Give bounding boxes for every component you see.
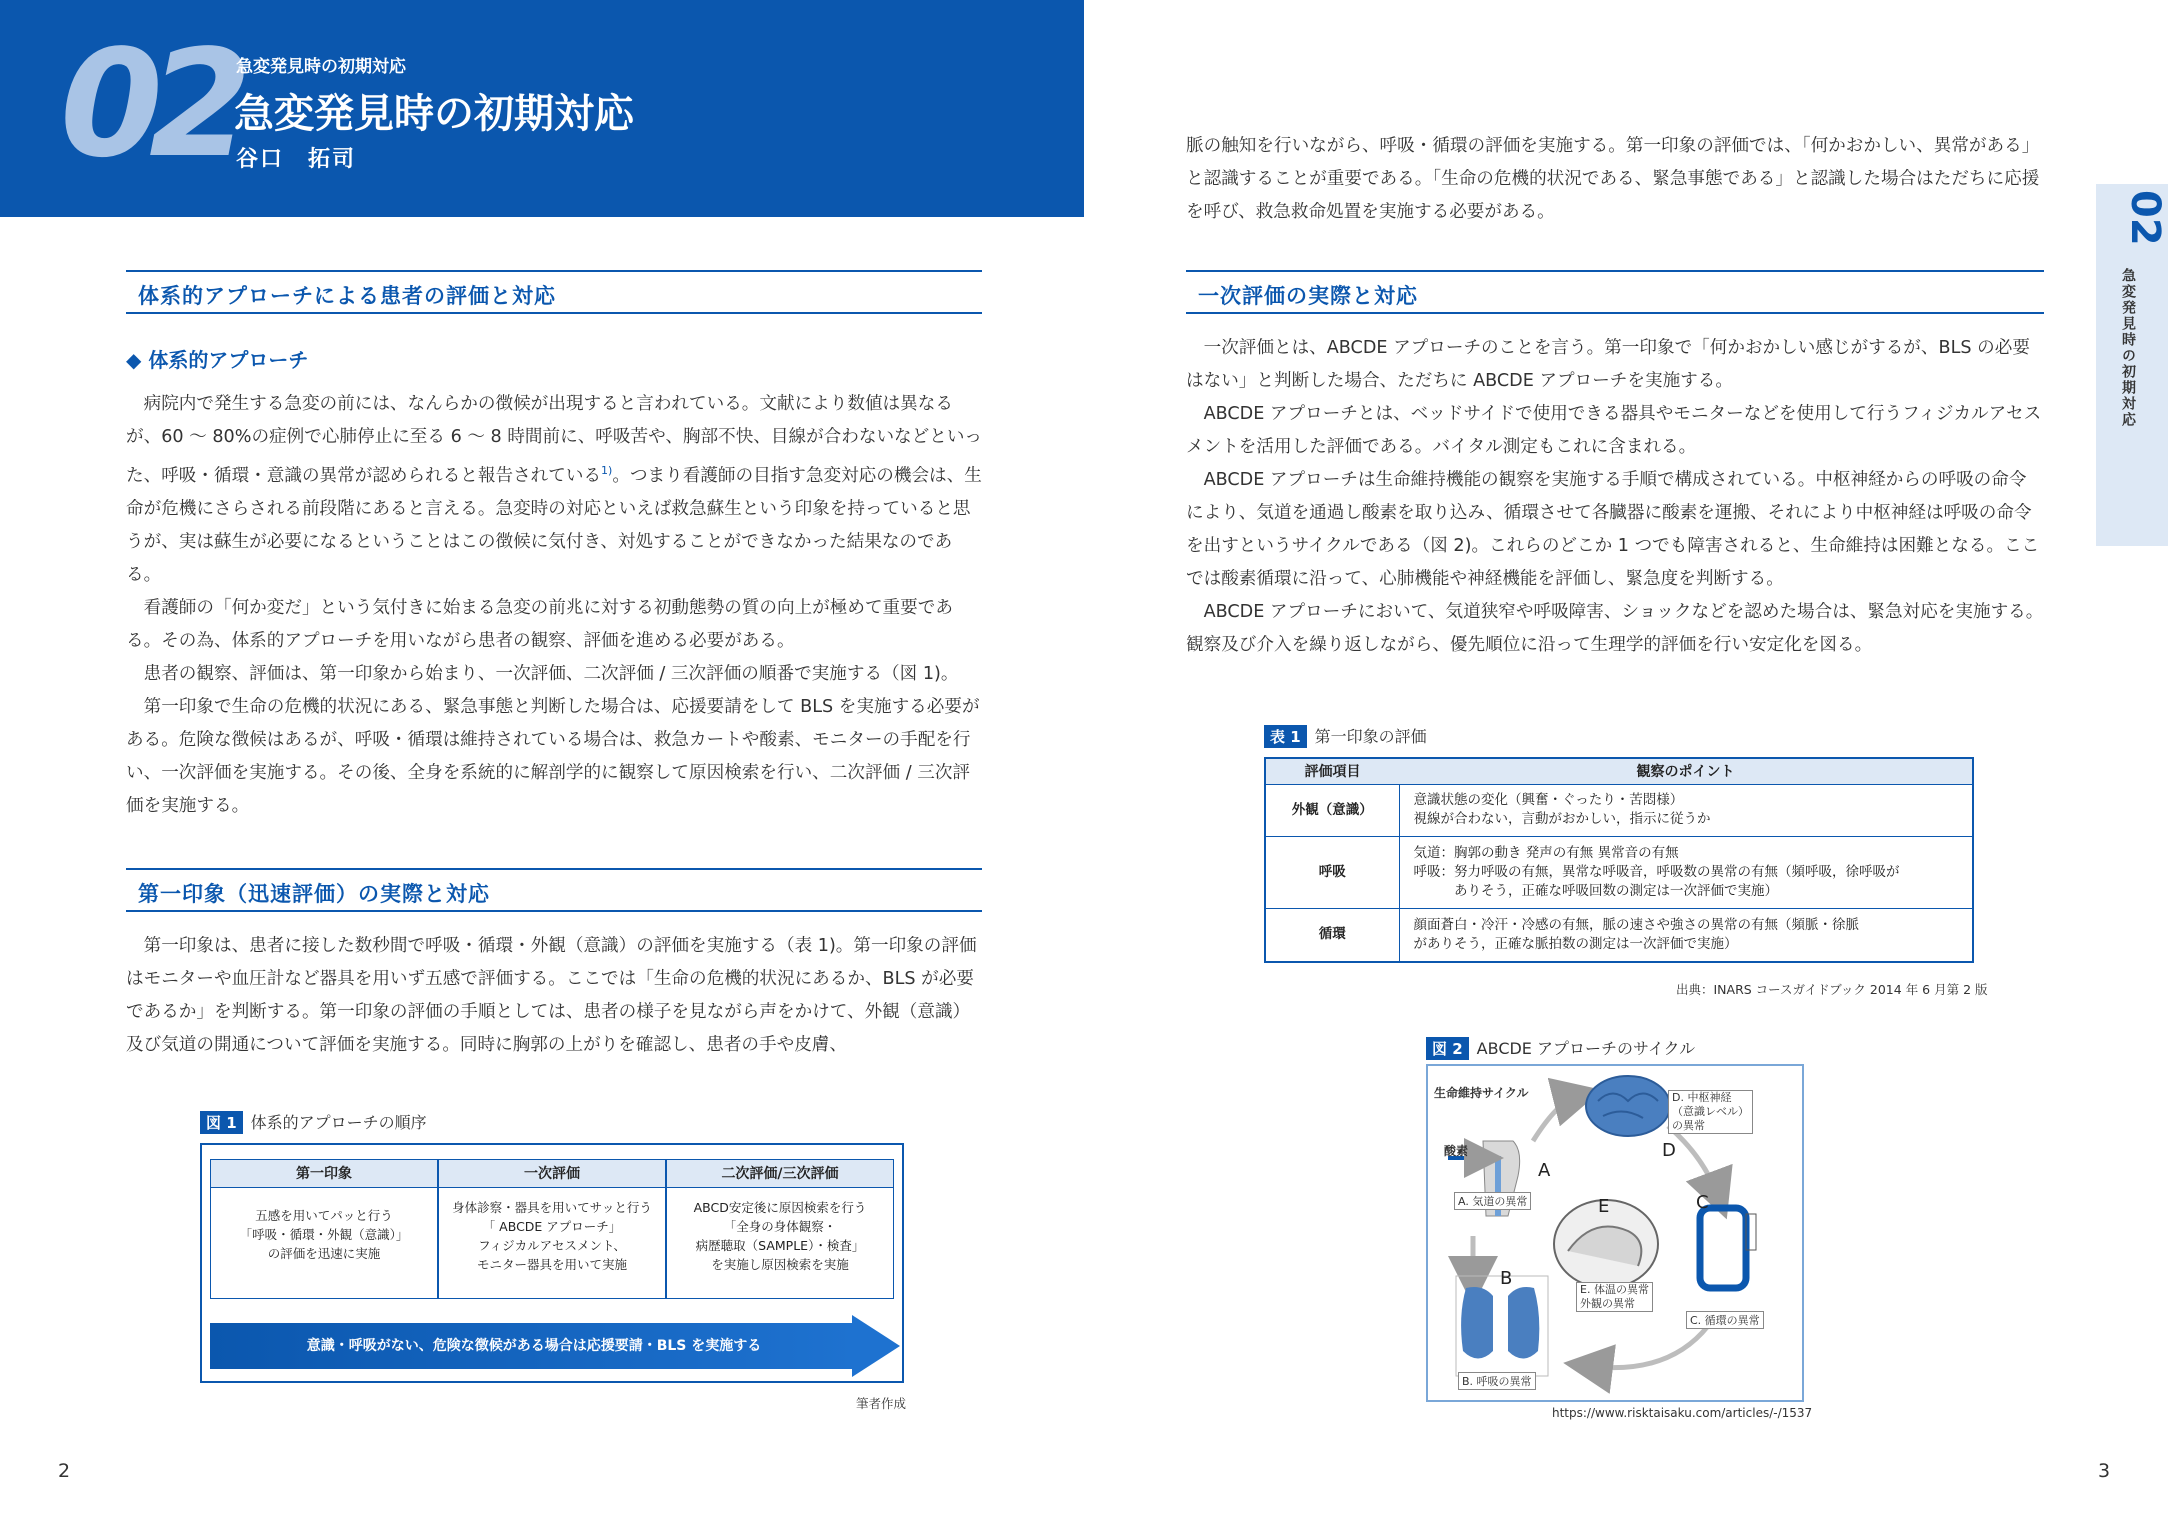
label-disability: D. 中枢神経 （意識レベル） の異常 bbox=[1668, 1090, 1753, 1134]
fig1-arrow-head bbox=[852, 1315, 900, 1377]
figure1 bbox=[200, 1143, 904, 1383]
table-header-cell: 観察のポイント bbox=[1399, 758, 1973, 784]
brain-icon bbox=[1586, 1076, 1670, 1136]
sec3-paragraph-1: 一次評価とは、ABCDE アプローチのことを言う。第一印象で「何かおかしい感じがするが、BLS の必要はない」と判断した場合、ただちに ABCDE アプローチを実施する。 bbox=[1186, 338, 2030, 391]
fig1-column-body: 五感を用いてパッと行う 「呼吸・循環・外観（意識）」 の評価を迅速に実施 bbox=[239, 1208, 409, 1261]
table-header-row bbox=[1265, 758, 1973, 784]
table-row-value: 意識状態の変化（興奮・ぐったり・苦悶様） 視線が合わない，言動がおかしい，指示に従うか bbox=[1399, 784, 1973, 836]
letter-d: D bbox=[1662, 1140, 1676, 1161]
fig1-column-first-impression bbox=[210, 1159, 438, 1299]
fig1-column-body: ABCD安定後に原因検索を行う 「全身の身体観察・ 病歴聴取（SAMPLE）・検査」 を実施し原因検索を実施 bbox=[693, 1200, 867, 1272]
sec1-paragraph-2: 看護師の「何か変だ」という気付きに始まる急変の前兆に対する初動態勢の質の向上が極めて重要である。その為、体系的アプローチを用いながら患者の観察、評価を進める必要がある。 bbox=[126, 597, 953, 651]
sec3-paragraph-4: ABCDE アプローチにおいて、気道狭窄や呼吸障害、ショックなどを認めた場合は、緊急対応を実施する。観察及び介入を繰り返しながら、優先順位に沿って生理学的評価を行い安定化を図る。 bbox=[1186, 602, 2044, 655]
section2-body bbox=[126, 930, 986, 1062]
circulation-icon bbox=[1700, 1208, 1746, 1288]
sec3-paragraph-3: ABCDE アプローチは生命維持機能の観察を実施する手順で構成されている。中枢神経からの呼吸の命令により、気道を通過し酸素を取り込み、循環させて各臓器に酸素を運搬、それにより中枢神経は呼吸の命令を出すというサイクルである（図 2)。これらのどこか 1 つでも障害されると、生命維持は困難となる。ここでは酸素循環に沿って、心肺機能や神経機能を評価し、緊急度を判断する。 bbox=[1186, 470, 2040, 589]
sec1-paragraph-3: 患者の観察、評価は、第一印象から始まり、一次評価、二次評価 / 三次評価の順番で実施する（図 1)。 bbox=[143, 663, 959, 684]
sec3-paragraph-2: ABCDE アプローチとは、ベッドサイドで使用できる器具やモニターなどを使用して行うフィジカルアセスメントを活用した評価である。バイタル測定もこれに含まれる。 bbox=[1186, 404, 2042, 457]
table1-source: 出典：INARS コースガイドブック 2014 年 6 月第 2 版 bbox=[1676, 982, 1988, 997]
label-circulation: C. 循環の異常 bbox=[1686, 1311, 1764, 1329]
right-intro-paragraph: 脈の触知を行いながら、呼吸・循環の評価を実施する。第一印象の評価では、「何かおかしい、異常がある」と認識することが重要である。「生命の危機的状況である、緊急事態である」と認識した場合はただちに応援を呼び、救急救命処置を実施する必要がある。 bbox=[1186, 136, 2040, 222]
table1 bbox=[1264, 757, 1974, 963]
fig1-column-body: 身体診察・器具を用いてサッと行う 「 ABCDE アプローチ」 フィジカルアセスメント、 モニター器具を用いて実施 bbox=[452, 1200, 652, 1272]
table-row bbox=[1265, 784, 1973, 836]
section-heading-primary-assessment: 一次評価の実際と対応 bbox=[1186, 270, 2044, 314]
fig1-column-head: 第一印象 bbox=[211, 1160, 437, 1188]
figure1-title: 体系的アプローチの順序 bbox=[250, 1113, 427, 1132]
figure2-title: ABCDE アプローチのサイクル bbox=[1476, 1039, 1696, 1058]
letter-c: C bbox=[1696, 1192, 1709, 1213]
figure1-label: 図 1 bbox=[200, 1111, 243, 1134]
letter-a: A bbox=[1538, 1160, 1551, 1181]
reference-1[interactable]: 1) bbox=[601, 464, 613, 477]
side-tab-number: 02 bbox=[2122, 190, 2168, 246]
figure1-source: 筆者作成 bbox=[856, 1396, 907, 1411]
table1-label: 表 1 bbox=[1264, 725, 1307, 748]
cycle-title: 生命維持サイクル bbox=[1434, 1086, 1529, 1100]
page-number-right: 3 bbox=[2098, 1460, 2111, 1482]
fig1-column-secondary bbox=[666, 1159, 894, 1299]
section-heading-first-impression: 第一印象（迅速評価）の実際と対応 bbox=[126, 868, 982, 912]
right-intro bbox=[1186, 130, 2044, 229]
chapter-title: 急変発見時の初期対応 bbox=[234, 91, 634, 137]
chapter-author: 谷口 拓司 bbox=[236, 147, 357, 172]
table1-caption bbox=[1264, 724, 1427, 748]
cycle-arrow-a-to-d bbox=[1533, 1096, 1578, 1141]
sec1-paragraph-4: 第一印象で生命の危機的状況にある、緊急事態と判断した場合は、応援要請をして BLS を実施する必要がある。危険な徴候はあるが、呼吸・循環は維持されている場合は、救急カートや酸素、モニターの手配を行い、一次評価を実施する。その後、全身を系統的に解剖学的に観察して原因検索を行い、二次評価 / 三次評価を実施する。 bbox=[126, 696, 980, 816]
page-number-left: 2 bbox=[58, 1460, 71, 1482]
subheading-systematic: ◆ 体系的アプローチ bbox=[126, 348, 309, 372]
section3-body bbox=[1186, 332, 2044, 662]
table-row-value: 気道：胸郭の動き 発声の有無 異常音の有無 呼吸：努力呼吸の有無，異常な呼吸音，呼吸数の異常の有無（頻呼吸，徐呼吸が ありそう，正確な呼吸回数の測定は一次評価で実施） bbox=[1399, 836, 1973, 908]
figure2-label: 図 2 bbox=[1426, 1037, 1469, 1060]
fig1-arrow: 意識・呼吸がない、危険な徴候がある場合は応援要請・BLS を実施する bbox=[210, 1323, 858, 1369]
cycle-arrow-d-to-c bbox=[1668, 1126, 1718, 1196]
table-row bbox=[1265, 836, 1973, 908]
table-row-key: 循環 bbox=[1265, 908, 1399, 962]
chapter-subtitle: 急変発見時の初期対応 bbox=[236, 57, 406, 77]
fig1-column-primary bbox=[438, 1159, 666, 1299]
figure2-caption bbox=[1426, 1036, 1695, 1060]
letter-e: E bbox=[1598, 1196, 1610, 1217]
table-row-key: 外観（意識） bbox=[1265, 784, 1399, 836]
fig1-column-head: 二次評価/三次評価 bbox=[667, 1160, 893, 1188]
label-airway: A. 気道の異常 bbox=[1454, 1192, 1531, 1210]
chapter-number: 02 bbox=[60, 18, 238, 190]
figure2 bbox=[1426, 1064, 1804, 1402]
oxygen-label: 酸素 bbox=[1444, 1144, 1469, 1158]
sec2-paragraph-1: 第一印象は、患者に接した数秒間で呼吸・循環・外観（意識）の評価を実施する（表 1)。第一印象の評価はモニターや血圧計など器具を用いず五感で評価する。ここでは「生命の危機的状況にあるか、BLS が必要であるか」を判断する。第一印象の評価の手順としては、患者の様子を見ながら声をかけて、外観（意識）及び気道の開通について評価を実施する。同時に胸郭の上がりを確認し、患者の手や皮膚、 bbox=[126, 936, 977, 1055]
letter-b: B bbox=[1500, 1268, 1513, 1289]
table-header-cell: 評価項目 bbox=[1265, 758, 1399, 784]
table-row-value: 顔面蒼白・冷汗・冷感の有無，脈の速さや強さの異常の有無（頻脈・徐脈 がありそう，正確な脈拍数の測定は一次評価で実施） bbox=[1399, 908, 1973, 962]
lungs-icon bbox=[1461, 1287, 1493, 1359]
label-exposure: E. 体温の異常 外観の異常 bbox=[1576, 1282, 1653, 1312]
figure1-caption bbox=[200, 1110, 427, 1134]
table-row bbox=[1265, 908, 1973, 962]
section-heading-systematic: 体系的アプローチによる患者の評価と対応 bbox=[126, 270, 982, 314]
figure2-source: https://www.risktaisaku.com/articles/-/1537 bbox=[1552, 1406, 1813, 1420]
label-breathing: B. 呼吸の異常 bbox=[1458, 1372, 1536, 1390]
fig1-column-head: 一次評価 bbox=[439, 1160, 665, 1188]
table1-title: 第一印象の評価 bbox=[1314, 727, 1427, 746]
sec1-paragraph-1: 病院内で発生する急変の前には、なんらかの徴候が出現すると言われている。文献により数値は異なるが、60 〜 80%の症例で心肺停止に至る 6 〜 8 時間前に、呼吸苦や、胸部不快、目線が合わないなどといった、呼吸・循環・意識の異常が認められると報告されている$^{1)}$。つまり看護師の目指す急変対応の機会は、生命が危機にさらされる前段階にあると言える。急変時の対応といえば救急蘇生という印象を持っていると思うが、実は蘇生が必要になるということはこの徴候に気付き、対処することができなかった結果なのである。 bbox=[126, 394, 983, 585]
cycle-arrow-c-to-b bbox=[1588, 1326, 1708, 1368]
table-row-key: 呼吸 bbox=[1265, 836, 1399, 908]
section1-body bbox=[126, 388, 986, 823]
side-tab-text: 急変発見時の初期対応 bbox=[2120, 268, 2136, 428]
